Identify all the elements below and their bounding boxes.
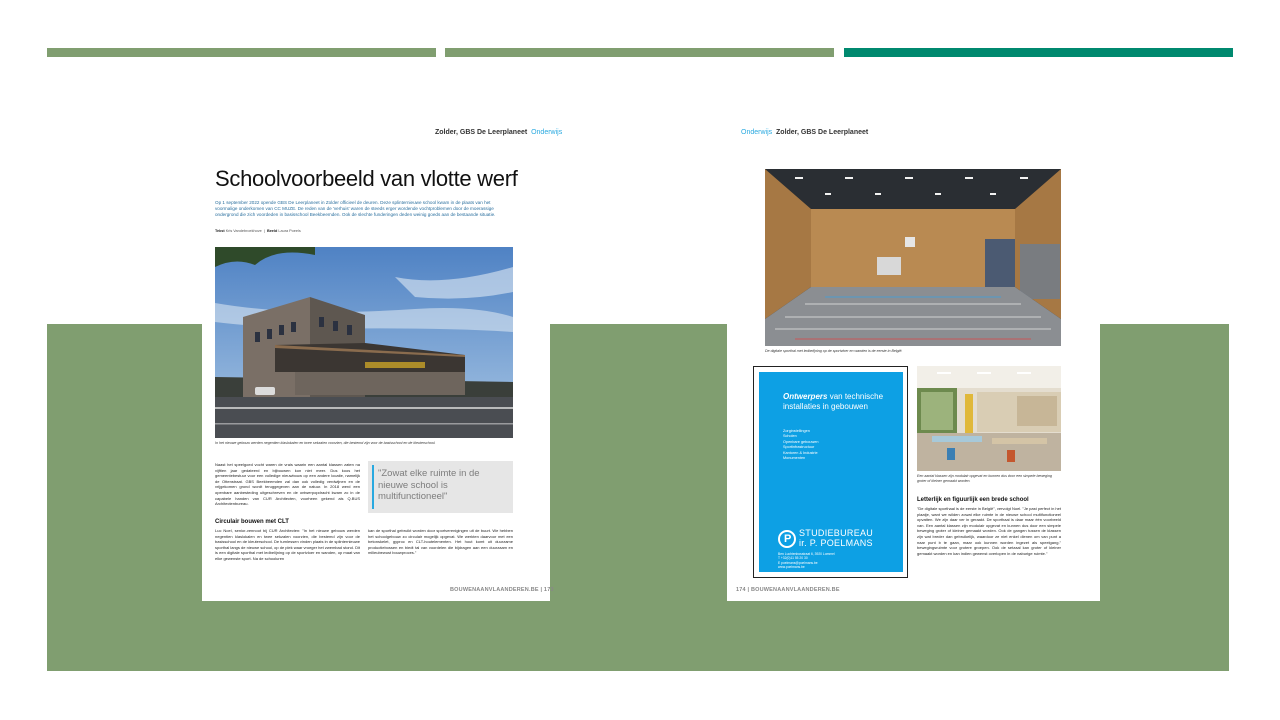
accent-bar-middle — [445, 48, 834, 57]
body-column-1: Naast het speelgoed vocht waren de vrais waarin een aantal klassen zaten na vijftien jaar gedateerd en bijbouwen kon niet meer. Dus koos het gemeentebestuur voor een volledige nieuwbouw op een andere locatie, namelijk de Ottenstraat. GBS Beekbeemden zal dan ook volledig verdwijnen en de vrijgekomen grond wordt teruggegeven aan de natuur. In 2018 werd een openbare aanbesteding uitgeschreven en de ontwerpopdracht kwam zo in de capabele handen van CUR Architecten, voorheen gekend als Q.BUS Architectenbureau. — [215, 462, 360, 507]
quote-text: "Zowat elke ruimte in de nieuwe school is multifunctioneel" — [378, 468, 480, 502]
list-item: Sportinfrastructuur — [783, 445, 815, 450]
section-subhead: Circulair bouwen met CLT — [215, 519, 289, 525]
classroom-photo — [917, 366, 1061, 471]
list-item: Kantoren & Industrie — [783, 450, 818, 455]
ad-heading: Ontwerpers van technische installaties in gebouwen — [783, 392, 884, 411]
school-building-photo — [215, 247, 513, 438]
accent-bar-left — [47, 48, 436, 57]
ad-panel — [759, 372, 903, 572]
quote-accent-line — [372, 465, 374, 509]
list-item: Openbare gebouwen — [783, 439, 819, 444]
body-column-1b: Luc Noel, senior-vennoot bij CUR Architecten: "In het nieuwe gebouw werden negentien klaslokalen en twee sekzalen voorzien, die bestemd zijn voor de basisschool en de kleuterschool. De turnlessen vinden plaats in de splinternieuwe sporthal langs de nieuwe school, op de plek waar vroeger het zwembad stond. Dit is een digitale sporthal met ledbelijning op de sportvloer en wanden, op maat van elke gewenste sport. Na de schooluren — [215, 528, 360, 561]
running-head: Onderwijs Zolder, GBS De Leerplaneet — [741, 129, 869, 136]
article-intro: Op 1 september 2022 opende GBS De Leerplaneet in Zolder officieel de deuren. Deze splinternieuwe school kwam in de plaats van het voormalige onderkomen van CC MUZE. De reden van de 'verhuis' waren de steeds erger wordende vochtproblemen door de moerassige ondergrond die zich voordeden in basisschool Beekbeemden. Ook de slechte funderingen deden weinig goeds aan de bestaande situatie. — [215, 200, 496, 218]
page-footer: 174 | BOUWENAANVLAANDEREN.BE — [736, 587, 840, 593]
page-footer: BOUWENAANVLAANDEREN.BE | 173 — [450, 587, 554, 593]
accent-bar-right — [844, 48, 1233, 57]
ad-services-list — [783, 429, 818, 461]
pull-quote — [368, 461, 513, 513]
ad-contact: Ben Luchtenbosstraat 6, 3920 Lommel T +32(0)11 55 20 30 E poelmans@poelmans.be www.poelmans.be — [778, 552, 835, 570]
ad-brand-name: STUDIEBUREAU ir. P. POELMANS — [799, 528, 874, 548]
list-item: Scholen — [783, 434, 797, 439]
running-head: Zolder, GBS De Leerplaneet Onderwijs — [435, 129, 563, 136]
body-column-2: kan de sporthal gebruikt worden door sportverenigingen uit de buurt. We hebben het schoolgebouw zo circulair mogelijk opgevat. We werkten daarvoor met een betonskelet, gyproc en CLT-houtelementen. Het hout komt uit duurzame productiebossen en biedt tal van voordelen die bijdragen aan een duurzaam en milieubewust bouwproces." — [368, 528, 513, 556]
poelmans-logo-icon: P — [778, 530, 796, 548]
advertisement — [753, 366, 908, 578]
article-credits: Tekst Kris Vandebroekhove | Beeld Laura Poeels — [215, 229, 301, 233]
magazine-page-left — [202, 118, 563, 601]
photo-caption: De digitale sporthal met ledbelijning op de sportvloer en wanden is de eerste in België. — [765, 349, 903, 353]
body-column: "De digitale sporthaal is de eerste in België", vervolgt Noel. "Je past perfect in het plaatje, want we wilden zowat elke ruimte in de nieuwe school multifunctioneel opvatten. We zijn daar ver in geraakt. De sporthaal is daar maar één voorbeeld van. Een aantal klassen zijn modulair opgevat en kunnen dus door een simpele beweging groter of kleiner gemaakt worden. Ook de gangen tussen de klassen zijn wat breder dan gebruikelijk, waardoor ze niet enkel dienen om van punt a naar punt b te gaan, maar ook kunnen worden ingezet als speelgang." bewegingsruimte voor grotere groepen. Ook de setzaal kan groter of kleiner gemaakt worden en kan indien gewenst overlopen in de naburige ruimte." — [917, 506, 1061, 556]
sports-hall-photo — [765, 169, 1061, 346]
list-item: Zorginstellingen — [783, 429, 810, 433]
photo-caption-2: Een aantal klassen zijn modulair opgevat en kunnen dus door een simpele beweging groter of kleiner gemaakt worden. — [917, 474, 1052, 483]
section-subhead: Letterlijk en figuurlijk een brede school — [917, 497, 1029, 503]
magazine-page-right — [727, 118, 1100, 601]
photo-caption: In het nieuwe gebouw werden negentien klaslokalen en twee sekzalen voorzien, die bestemd zijn voor de basisschool en de kleuterschool. — [215, 441, 436, 445]
list-item: Monumenten — [783, 456, 806, 461]
article-title: Schoolvoorbeeld van vlotte werf — [215, 166, 518, 191]
